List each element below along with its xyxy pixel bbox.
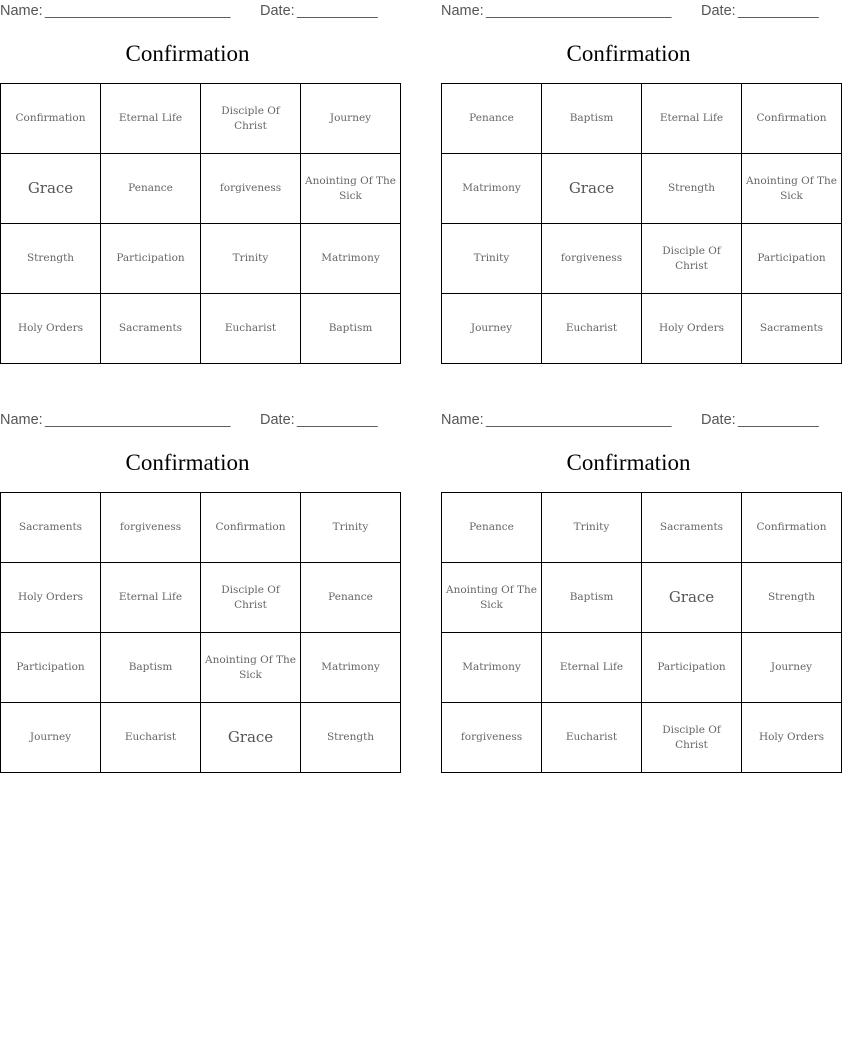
- grid-cell: Disciple Of Christ: [642, 703, 742, 773]
- bingo-grid: [441, 83, 842, 364]
- grid-cell: Sacraments: [642, 493, 742, 563]
- grid-cell: Participation: [101, 224, 201, 294]
- grid-cell: Strength: [642, 154, 742, 224]
- grid-cell: Holy Orders: [1, 294, 101, 364]
- grid-cell: Grace: [542, 154, 642, 224]
- date-blank: __________: [738, 3, 819, 19]
- card-title: Confirmation: [566, 450, 691, 475]
- grid-cell: Disciple Of Christ: [201, 563, 301, 633]
- grid-cell: Sacraments: [101, 294, 201, 364]
- grid-cell: Matrimony: [442, 154, 542, 224]
- grid-cell: Grace: [201, 703, 301, 773]
- grid-row: [442, 633, 842, 703]
- grid-cell: Confirmation: [1, 84, 101, 154]
- grid-row: [1, 563, 401, 633]
- grid-cell: Holy Orders: [642, 294, 742, 364]
- grid-cell: Penance: [442, 84, 542, 154]
- grid-cell: Disciple Of Christ: [201, 84, 301, 154]
- grid-row: [442, 294, 842, 364]
- grid-row: [442, 493, 842, 563]
- grid-cell: Baptism: [301, 294, 401, 364]
- grid-cell: Trinity: [442, 224, 542, 294]
- grid-cell: Eternal Life: [542, 633, 642, 703]
- grid-cell: forgiveness: [442, 703, 542, 773]
- name-date-row: [0, 0, 378, 22]
- date-blank: __________: [297, 412, 378, 428]
- grid-cell: Anointing Of The Sick: [742, 154, 842, 224]
- grid-cell: Matrimony: [301, 224, 401, 294]
- grid-cell: Matrimony: [442, 633, 542, 703]
- name-label: Name:: [0, 3, 43, 19]
- grid-cell: Disciple Of Christ: [642, 224, 742, 294]
- grid-cell: Sacraments: [1, 493, 101, 563]
- grid-cell: Sacraments: [742, 294, 842, 364]
- grid-cell: Anointing Of The Sick: [301, 154, 401, 224]
- grid-cell: Trinity: [301, 493, 401, 563]
- card-title: Confirmation: [125, 450, 250, 475]
- grid-cell: Grace: [642, 563, 742, 633]
- name-blank: _______________________: [486, 3, 672, 19]
- bingo-card: [441, 0, 837, 334]
- grid-cell: Penance: [301, 563, 401, 633]
- grid-cell: Strength: [1, 224, 101, 294]
- grid-cell: Baptism: [542, 563, 642, 633]
- grid-cell: Eucharist: [201, 294, 301, 364]
- grid-cell: Eternal Life: [642, 84, 742, 154]
- grid-row: [442, 154, 842, 224]
- grid-cell: Baptism: [542, 84, 642, 154]
- grid-cell: Strength: [301, 703, 401, 773]
- grid-row: [1, 294, 401, 364]
- date-blank: __________: [297, 3, 378, 19]
- grid-cell: Eternal Life: [101, 563, 201, 633]
- grid-cell: Journey: [742, 633, 842, 703]
- grid-cell: Eucharist: [542, 703, 642, 773]
- name-label: Name:: [441, 412, 484, 428]
- bingo-grid: [441, 492, 842, 773]
- grid-row: [442, 84, 842, 154]
- bingo-grid: [0, 83, 401, 364]
- grid-cell: Grace: [1, 154, 101, 224]
- card-title: Confirmation: [566, 41, 691, 66]
- grid-cell: Journey: [442, 294, 542, 364]
- name-label: Name:: [441, 3, 484, 19]
- grid-row: [442, 703, 842, 773]
- date-label: Date:: [701, 412, 736, 428]
- name-blank: _______________________: [45, 3, 231, 19]
- grid-cell: Holy Orders: [1, 563, 101, 633]
- grid-cell: Penance: [101, 154, 201, 224]
- date-label: Date:: [260, 3, 295, 19]
- date-blank: __________: [738, 412, 819, 428]
- grid-cell: Participation: [742, 224, 842, 294]
- grid-row: [442, 563, 842, 633]
- grid-cell: Baptism: [101, 633, 201, 703]
- name-date-row: [441, 409, 819, 431]
- name-date-row: [441, 0, 819, 22]
- name-label: Name:: [0, 412, 43, 428]
- grid-row: [1, 493, 401, 563]
- bingo-card: [441, 409, 827, 751]
- bingo-grid: [0, 492, 401, 773]
- date-label: Date:: [701, 3, 736, 19]
- name-date-row: [0, 409, 378, 431]
- grid-cell: Eucharist: [101, 703, 201, 773]
- grid-row: [1, 84, 401, 154]
- grid-cell: Confirmation: [742, 493, 842, 563]
- grid-cell: forgiveness: [101, 493, 201, 563]
- grid-row: [1, 633, 401, 703]
- grid-cell: forgiveness: [542, 224, 642, 294]
- grid-cell: Participation: [1, 633, 101, 703]
- card-title: Confirmation: [125, 41, 250, 66]
- grid-cell: Trinity: [201, 224, 301, 294]
- bingo-card: [0, 409, 380, 746]
- grid-row: [1, 224, 401, 294]
- grid-cell: Participation: [642, 633, 742, 703]
- grid-row: [1, 703, 401, 773]
- name-blank: _______________________: [486, 412, 672, 428]
- grid-cell: Eternal Life: [101, 84, 201, 154]
- grid-cell: Confirmation: [742, 84, 842, 154]
- grid-cell: Strength: [742, 563, 842, 633]
- bingo-card: [0, 0, 396, 334]
- grid-row: [1, 154, 401, 224]
- grid-cell: forgiveness: [201, 154, 301, 224]
- grid-cell: Confirmation: [201, 493, 301, 563]
- grid-cell: Anointing Of The Sick: [442, 563, 542, 633]
- grid-cell: Journey: [301, 84, 401, 154]
- grid-cell: Holy Orders: [742, 703, 842, 773]
- grid-row: [442, 224, 842, 294]
- grid-cell: Trinity: [542, 493, 642, 563]
- grid-cell: Penance: [442, 493, 542, 563]
- date-label: Date:: [260, 412, 295, 428]
- grid-cell: Matrimony: [301, 633, 401, 703]
- grid-cell: Journey: [1, 703, 101, 773]
- grid-cell: Anointing Of The Sick: [201, 633, 301, 703]
- grid-cell: Eucharist: [542, 294, 642, 364]
- name-blank: _______________________: [45, 412, 231, 428]
